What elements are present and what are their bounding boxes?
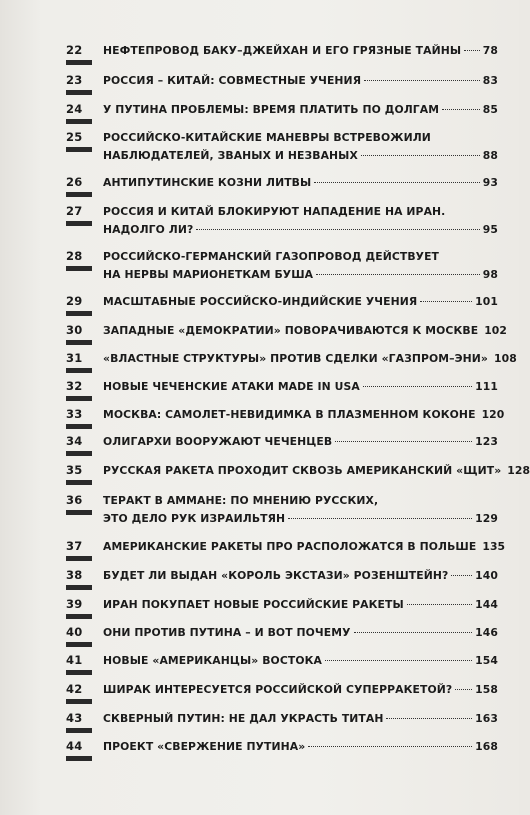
chapter-title-line: НАДОЛГО ЛИ? xyxy=(103,223,194,236)
chapter-title-line: ИРАН ПОКУПАЕТ НОВЫЕ РОССИЙСКИЕ РАКЕТЫ xyxy=(103,598,404,611)
dot-leader xyxy=(325,660,472,661)
chapter-title-last-line xyxy=(103,42,498,60)
page-number: 78 xyxy=(482,44,498,57)
chapter-title-last-line xyxy=(103,710,498,728)
chapter-title-line: ЭТО ДЕЛО РУК ИЗРАИЛЬТЯН xyxy=(103,512,286,525)
chapter-title-last-line xyxy=(103,538,506,556)
chapter-title xyxy=(103,538,506,556)
chapter-title-line: ЗАПАДНЫЕ «ДЕМОКРАТИИ» ПОВОРАЧИВАЮТСЯ К МОСКВЕ xyxy=(103,324,479,337)
chapter-title-last-line xyxy=(103,433,498,451)
page-number: 101 xyxy=(475,295,498,308)
page-number: 140 xyxy=(475,569,498,582)
chapter-number: 42 xyxy=(66,683,92,704)
chapter-title-last-line xyxy=(103,652,498,670)
chapter-number: 22 xyxy=(66,44,92,65)
chapter-title-line: НА НЕРВЫ МАРИОНЕТКАМ БУША xyxy=(103,268,314,281)
chapter-number: 28 xyxy=(66,250,92,271)
chapter-title xyxy=(103,42,498,60)
chapter-title-line: НАБЛЮДАТЕЛЕЙ, ЗВАНЫХ И НЕЗВАНЫХ xyxy=(103,149,358,162)
page-number: 144 xyxy=(475,598,498,611)
chapter-title-line: «ВЛАСТНЫЕ СТРУКТУРЫ» ПРОТИВ СДЕЛКИ «ГАЗПРОМ–ЭНИ» xyxy=(103,352,488,365)
chapter-title xyxy=(103,129,498,165)
dot-leader xyxy=(314,182,479,183)
chapter-title xyxy=(103,72,498,90)
chapter-number: 44 xyxy=(66,740,92,761)
chapter-number: 24 xyxy=(66,103,92,124)
chapter-title-last-line xyxy=(103,567,498,585)
chapter-title-last-line xyxy=(103,462,530,480)
page-number: 102 xyxy=(484,324,508,337)
chapter-number: 35 xyxy=(66,464,92,485)
page-number: 129 xyxy=(475,512,498,525)
page-number: 95 xyxy=(482,223,498,236)
chapter-number: 25 xyxy=(66,131,92,152)
chapter-title xyxy=(103,406,505,424)
chapter-title-last-line xyxy=(103,293,498,311)
chapter-number: 30 xyxy=(66,324,92,345)
chapter-title xyxy=(103,681,498,699)
dot-leader xyxy=(288,518,472,519)
chapter-number: 39 xyxy=(66,598,92,619)
chapter-title-line: СКВЕРНЫЙ ПУТИН: НЕ ДАЛ УКРАСТЬ ТИТАН xyxy=(103,712,384,725)
chapter-title-last-line xyxy=(103,72,498,90)
chapter-title-line: НЕФТЕПРОВОД БАКУ–ДЖЕЙХАН И ЕГО ГРЯЗНЫЕ ТАЙНЫ xyxy=(103,44,462,57)
chapter-title-line: ОЛИГАРХИ ВООРУЖАЮТ ЧЕЧЕНЦЕВ xyxy=(103,435,333,448)
dot-leader xyxy=(196,229,479,230)
chapter-title xyxy=(103,738,498,756)
chapter-title xyxy=(103,248,498,284)
page-number: 88 xyxy=(482,149,498,162)
chapter-title-last-line xyxy=(103,378,498,396)
chapter-number: 32 xyxy=(66,380,92,401)
chapter-title-last-line xyxy=(103,738,498,756)
chapter-title-line: АНТИПУТИНСКИЕ КОЗНИ ЛИТВЫ xyxy=(103,176,312,189)
page-number: 146 xyxy=(475,626,498,639)
dot-leader xyxy=(361,155,480,156)
chapter-title-line: РУССКАЯ РАКЕТА ПРОХОДИТ СКВОЗЬ АМЕРИКАНСКИЙ «ЩИТ» xyxy=(103,464,502,477)
page-number: 85 xyxy=(482,103,498,116)
chapter-title-last-line xyxy=(103,266,498,284)
chapter-title xyxy=(103,596,498,614)
chapter-title xyxy=(103,652,498,670)
chapter-title xyxy=(103,462,530,480)
dot-leader xyxy=(407,604,472,605)
chapter-title-last-line xyxy=(103,596,498,614)
chapter-title xyxy=(103,101,498,119)
chapter-title-line: РОССИЯ И КИТАЙ БЛОКИРУЮТ НАПАДЕНИЕ НА ИРАН. xyxy=(103,205,446,218)
chapter-title-last-line xyxy=(103,147,498,165)
chapter-title-last-line xyxy=(103,350,517,368)
chapter-title-last-line xyxy=(103,681,498,699)
chapter-title-line: ОНИ ПРОТИВ ПУТИНА – И ВОТ ПОЧЕМУ xyxy=(103,626,351,639)
chapter-number: 33 xyxy=(66,408,92,429)
dot-leader xyxy=(354,632,473,633)
chapter-title xyxy=(103,433,498,451)
dot-leader xyxy=(335,441,472,442)
chapter-title-line: НОВЫЕ «АМЕРИКАНЦЫ» ВОСТОКА xyxy=(103,654,322,667)
page-number: 108 xyxy=(494,352,517,365)
page-number: 120 xyxy=(481,408,505,421)
chapter-number: 41 xyxy=(66,654,92,675)
dot-leader xyxy=(308,746,472,747)
chapter-number: 43 xyxy=(66,712,92,733)
dot-leader xyxy=(442,109,480,110)
chapter-title-line: РОССИЙСКО-КИТАЙСКИЕ МАНЕВРЫ ВСТРЕВОЖИЛИ xyxy=(103,131,431,144)
chapter-title-last-line xyxy=(103,221,498,239)
chapter-title xyxy=(103,203,498,239)
page-number: 111 xyxy=(475,380,498,393)
dot-leader xyxy=(455,689,472,690)
chapter-title-last-line xyxy=(103,406,505,424)
chapter-title-line: МАСШТАБНЫЕ РОССИЙСКО-ИНДИЙСКИЕ УЧЕНИЯ xyxy=(103,295,418,308)
chapter-number: 29 xyxy=(66,295,92,316)
dot-leader xyxy=(363,386,472,387)
chapter-title xyxy=(103,293,498,311)
chapter-title xyxy=(103,378,498,396)
chapter-number: 31 xyxy=(66,352,92,373)
chapter-number: 37 xyxy=(66,540,92,561)
chapter-number: 34 xyxy=(66,435,92,456)
page-number: 154 xyxy=(475,654,498,667)
chapter-title-line: РОССИЯ – КИТАЙ: СОВМЕСТНЫЕ УЧЕНИЯ xyxy=(103,74,362,87)
chapter-number: 36 xyxy=(66,494,92,515)
chapter-number: 26 xyxy=(66,176,92,197)
chapter-title xyxy=(103,174,498,192)
chapter-title xyxy=(103,567,498,585)
dot-leader xyxy=(464,50,480,51)
chapter-title-line: ТЕРАКТ В АММАНЕ: ПО МНЕНИЮ РУССКИХ, xyxy=(103,494,379,507)
chapter-title-last-line xyxy=(103,101,498,119)
page-number: 123 xyxy=(475,435,498,448)
chapter-title-line: РОССИЙСКО-ГЕРМАНСКИЙ ГАЗОПРОВОД ДЕЙСТВУЕТ xyxy=(103,250,440,263)
chapter-title-line: МОСКВА: САМОЛЕТ-НЕВИДИМКА В ПЛАЗМЕННОМ КОКОНЕ xyxy=(103,408,476,421)
chapter-title xyxy=(103,322,508,340)
chapter-title-last-line xyxy=(103,510,498,528)
chapter-number: 40 xyxy=(66,626,92,647)
dot-leader xyxy=(420,301,472,302)
page-number: 168 xyxy=(475,740,498,753)
chapter-title xyxy=(103,492,498,528)
chapter-title-line: АМЕРИКАНСКИЕ РАКЕТЫ ПРО РАСПОЛОЖАТСЯ В ПОЛЬШЕ xyxy=(103,540,477,553)
chapter-title-last-line xyxy=(103,624,498,642)
dot-leader xyxy=(364,80,480,81)
page-number: 128 xyxy=(507,464,530,477)
chapter-title-last-line xyxy=(103,174,498,192)
chapter-title-last-line xyxy=(103,322,508,340)
chapter-title-line: НОВЫЕ ЧЕЧЕНСКИЕ АТАКИ MADE IN USA xyxy=(103,380,360,393)
page-number: 158 xyxy=(475,683,498,696)
page-number: 135 xyxy=(482,540,506,553)
chapter-title xyxy=(103,710,498,728)
chapter-title xyxy=(103,350,517,368)
chapter-number: 38 xyxy=(66,569,92,590)
chapter-title xyxy=(103,624,498,642)
page-number: 163 xyxy=(475,712,498,725)
dot-leader xyxy=(386,718,472,719)
chapter-title-line: ПРОЕКТ «СВЕРЖЕНИЕ ПУТИНА» xyxy=(103,740,306,753)
chapter-number: 23 xyxy=(66,74,92,95)
chapter-number: 27 xyxy=(66,205,92,226)
page-number: 98 xyxy=(482,268,498,281)
chapter-title-line: У ПУТИНА ПРОБЛЕМЫ: ВРЕМЯ ПЛАТИТЬ ПО ДОЛГАМ xyxy=(103,103,440,116)
dot-leader xyxy=(316,274,480,275)
dot-leader xyxy=(451,575,472,576)
page-number: 83 xyxy=(482,74,498,87)
page-number: 93 xyxy=(482,176,498,189)
chapter-title-line: ШИРАК ИНТЕРЕСУЕТСЯ РОССИЙСКОЙ СУПЕРРАКЕТОЙ? xyxy=(103,683,453,696)
chapter-title-line: БУДЕТ ЛИ ВЫДАН «КОРОЛЬ ЭКСТАЗИ» РОЗЕНШТЕЙН? xyxy=(103,569,449,582)
